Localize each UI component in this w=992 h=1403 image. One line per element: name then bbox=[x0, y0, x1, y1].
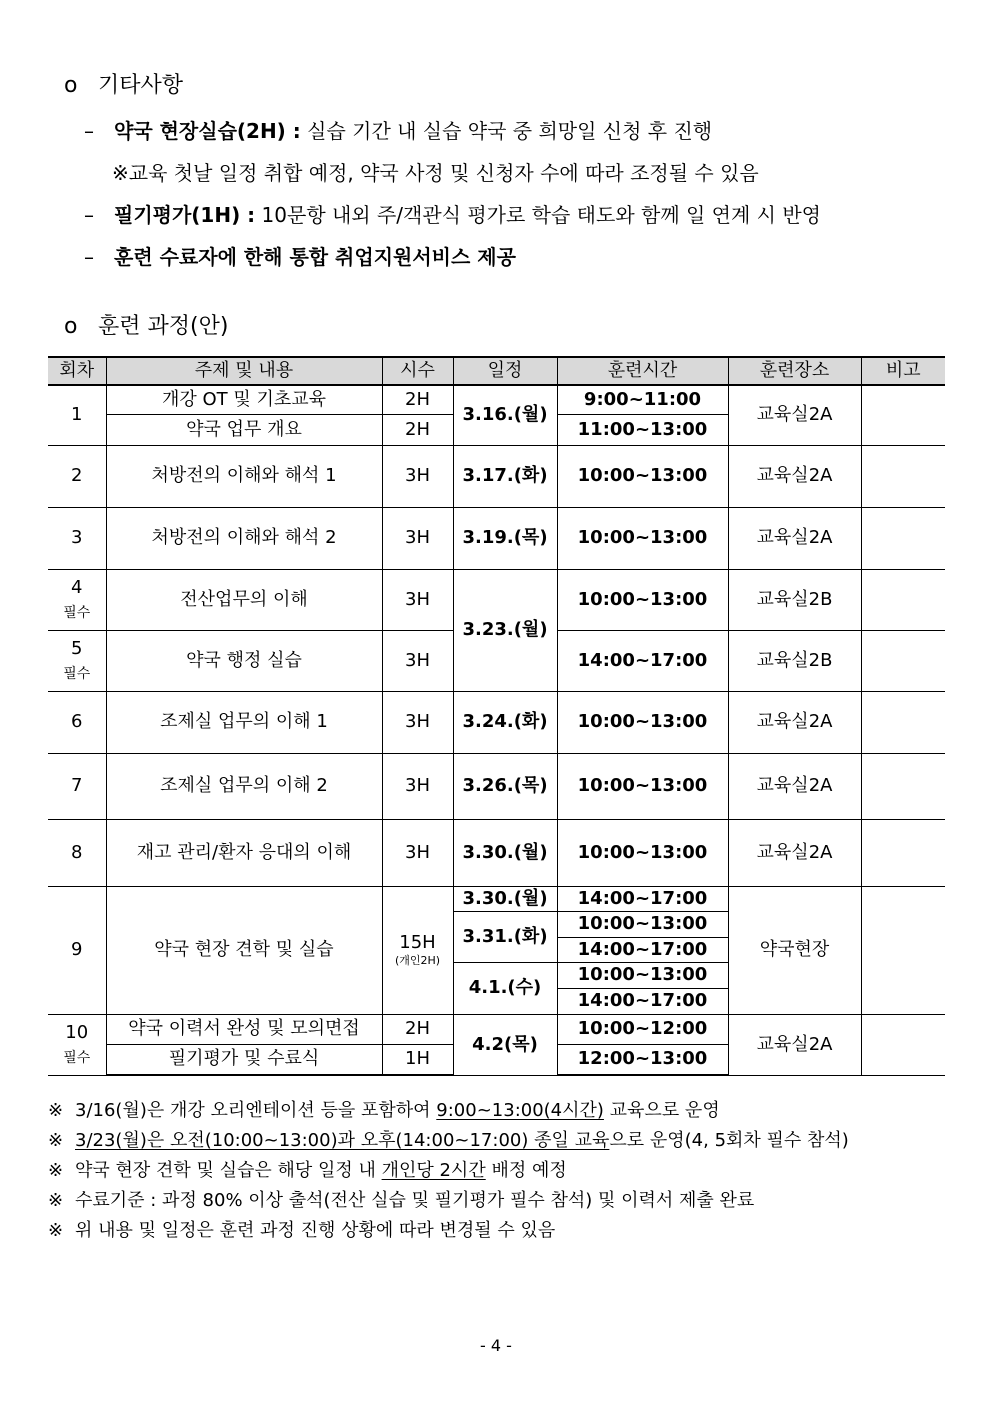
cell-time: 14:00~17:00 bbox=[557, 937, 728, 962]
cell-topic: 처방전의 이해와 해석 2 bbox=[106, 507, 382, 569]
note-text: 배정 예정 bbox=[485, 1160, 567, 1181]
section-heading-course bbox=[64, 309, 228, 340]
cell-time: 10:00~13:00 bbox=[557, 445, 728, 507]
table-row bbox=[48, 819, 945, 886]
cell-topic: 재고 관리/환자 응대의 이해 bbox=[106, 819, 382, 886]
cell-time: 14:00~17:00 bbox=[557, 988, 728, 1014]
cell-hours: 3H bbox=[382, 819, 453, 886]
cell-time: 14:00~17:00 bbox=[557, 630, 728, 691]
cell-round bbox=[48, 630, 106, 691]
cell-round bbox=[48, 569, 106, 630]
cell-note bbox=[861, 886, 945, 1014]
note-mark: ※ bbox=[48, 1160, 64, 1181]
cell-time: 10:00~13:00 bbox=[557, 819, 728, 886]
other-item-1-note bbox=[112, 157, 759, 186]
other-item-2 bbox=[84, 199, 821, 228]
cell-topic: 처방전의 이해와 해석 1 bbox=[106, 445, 382, 507]
cell-time: 10:00~13:00 bbox=[557, 691, 728, 753]
cell-time: 9:00~11:00 bbox=[557, 385, 728, 414]
note-text: 위 내용 및 일정은 훈련 과정 진행 상황에 따라 변경될 수 있음 bbox=[75, 1220, 556, 1241]
note-mark: ※ bbox=[48, 1220, 64, 1241]
cell-round: 9 bbox=[48, 886, 106, 1014]
note-5 bbox=[48, 1216, 555, 1242]
note-underlined: 9:00~13:00(4시간) bbox=[436, 1100, 604, 1121]
note-3 bbox=[48, 1156, 567, 1182]
note-text: 교육으로 운영 bbox=[603, 1100, 720, 1121]
other-item-1 bbox=[84, 115, 712, 144]
header-hours: 시수 bbox=[382, 357, 453, 385]
cell-hours: 2H bbox=[382, 414, 453, 445]
cell-round bbox=[48, 1014, 106, 1075]
cell-note bbox=[861, 1014, 945, 1075]
required-label: 필수 bbox=[63, 1049, 91, 1066]
section-title: 훈련 과정(안) bbox=[98, 314, 229, 339]
other-item-3 bbox=[84, 241, 516, 270]
item-note: ※교육 첫날 일정 취합 예정, 약국 사정 및 신청자 수에 따라 조정될 수 있음 bbox=[112, 161, 759, 185]
cell-date: 4.1.(수) bbox=[453, 962, 557, 1014]
cell-topic: 필기평가 및 수료식 bbox=[106, 1044, 382, 1075]
item-label: 필기평가(1H) : bbox=[114, 203, 256, 227]
cell-place: 약국현장 bbox=[728, 886, 861, 1014]
cell-time: 10:00~12:00 bbox=[557, 1014, 728, 1044]
cell-time: 12:00~13:00 bbox=[557, 1044, 728, 1075]
schedule-table bbox=[48, 356, 945, 1076]
page-number: - 4 - bbox=[480, 1336, 512, 1355]
cell-round: 3 bbox=[48, 507, 106, 569]
header-round: 회차 bbox=[48, 357, 106, 385]
cell-note bbox=[861, 630, 945, 691]
cell-round: 8 bbox=[48, 819, 106, 886]
dash-bullet: – bbox=[84, 203, 94, 227]
cell-hours: 1H bbox=[382, 1044, 453, 1075]
cell-place: 교육실2B bbox=[728, 569, 861, 630]
table-row bbox=[48, 507, 945, 569]
cell-hours: 2H bbox=[382, 385, 453, 414]
cell-hours: 3H bbox=[382, 507, 453, 569]
note-text: 약국 현장 견학 및 실습은 해당 일정 내 bbox=[75, 1160, 382, 1181]
cell-hours: 3H bbox=[382, 753, 453, 819]
cell-time: 10:00~13:00 bbox=[557, 962, 728, 988]
cell-hours: 3H bbox=[382, 445, 453, 507]
cell-hours bbox=[382, 886, 453, 1014]
bullet-circle: o bbox=[64, 314, 78, 339]
cell-hours: 3H bbox=[382, 630, 453, 691]
cell-place: 교육실2B bbox=[728, 630, 861, 691]
note-4 bbox=[48, 1186, 754, 1212]
cell-time: 10:00~13:00 bbox=[557, 911, 728, 937]
cell-note bbox=[861, 753, 945, 819]
cell-date: 3.17.(화) bbox=[453, 445, 557, 507]
note-mark: ※ bbox=[48, 1130, 64, 1151]
note-text: 수료기준 : 과정 80% 이상 출석(전산 실습 및 필기평가 필수 참석) 및 이력서 제출 완료 bbox=[75, 1190, 755, 1211]
cell-topic: 약국 행정 실습 bbox=[106, 630, 382, 691]
item-text: 10문항 내외 주/객관식 평가로 학습 태도와 함께 일 연계 시 반영 bbox=[255, 203, 821, 227]
note-mark: ※ bbox=[48, 1100, 64, 1121]
cell-hours: 2H bbox=[382, 1014, 453, 1044]
header-topic: 주제 및 내용 bbox=[106, 357, 382, 385]
cell-topic: 약국 업무 개요 bbox=[106, 414, 382, 445]
cell-round: 7 bbox=[48, 753, 106, 819]
cell-date: 4.2(목) bbox=[453, 1014, 557, 1075]
cell-round: 6 bbox=[48, 691, 106, 753]
note-underlined: 개인당 2시간 bbox=[381, 1160, 486, 1181]
cell-time: 10:00~13:00 bbox=[557, 569, 728, 630]
item-text: 실습 기간 내 실습 약국 중 희망일 신청 후 진행 bbox=[300, 119, 713, 143]
section-heading-other bbox=[64, 68, 183, 99]
round-number: 10 bbox=[65, 1021, 89, 1043]
round-number: 4 bbox=[71, 576, 83, 598]
cell-topic: 약국 현장 견학 및 실습 bbox=[106, 886, 382, 1014]
bullet-circle: o bbox=[64, 73, 78, 98]
section-title: 기타사항 bbox=[98, 73, 184, 98]
cell-note bbox=[861, 691, 945, 753]
cell-place: 교육실2A bbox=[728, 507, 861, 569]
table-row bbox=[48, 691, 945, 753]
round-number: 5 bbox=[71, 637, 83, 659]
cell-time: 10:00~13:00 bbox=[557, 507, 728, 569]
cell-topic: 조제실 업무의 이해 2 bbox=[106, 753, 382, 819]
item-label: 약국 현장실습(2H) : bbox=[114, 119, 301, 143]
cell-date: 3.16.(월) bbox=[453, 385, 557, 445]
cell-date: 3.31.(화) bbox=[453, 911, 557, 962]
table-row bbox=[48, 753, 945, 819]
cell-hours: 3H bbox=[382, 569, 453, 630]
cell-place: 교육실2A bbox=[728, 819, 861, 886]
cell-place: 교육실2A bbox=[728, 691, 861, 753]
header-note: 비고 bbox=[861, 357, 945, 385]
cell-topic: 전산업무의 이해 bbox=[106, 569, 382, 630]
table-row bbox=[48, 1014, 945, 1044]
cell-note bbox=[861, 819, 945, 886]
hours-value: 15H bbox=[399, 931, 436, 953]
cell-topic: 약국 이력서 완성 및 모의면접 bbox=[106, 1014, 382, 1044]
note-text: 으로 운영(4, 5회차 필수 참석) bbox=[609, 1130, 849, 1151]
cell-topic: 조제실 업무의 이해 1 bbox=[106, 691, 382, 753]
header-place: 훈련장소 bbox=[728, 357, 861, 385]
dash-bullet: – bbox=[84, 245, 94, 269]
table-row bbox=[48, 569, 945, 630]
cell-round: 2 bbox=[48, 445, 106, 507]
table-row bbox=[48, 445, 945, 507]
cell-date: 3.30.(월) bbox=[453, 886, 557, 911]
cell-place: 교육실2A bbox=[728, 1014, 861, 1075]
item-label: 훈련 수료자에 한해 통합 취업지원서비스 제공 bbox=[114, 245, 516, 269]
cell-round: 1 bbox=[48, 385, 106, 445]
required-label: 필수 bbox=[63, 665, 91, 682]
cell-topic: 개강 OT 및 기초교육 bbox=[106, 385, 382, 414]
cell-note bbox=[861, 569, 945, 630]
cell-date: 3.19.(목) bbox=[453, 507, 557, 569]
cell-date: 3.26.(목) bbox=[453, 753, 557, 819]
table-row bbox=[48, 385, 945, 414]
cell-time: 11:00~13:00 bbox=[557, 414, 728, 445]
header-date: 일정 bbox=[453, 357, 557, 385]
cell-date: 3.30.(월) bbox=[453, 819, 557, 886]
cell-note bbox=[861, 507, 945, 569]
cell-note bbox=[861, 385, 945, 445]
dash-bullet: – bbox=[84, 119, 94, 143]
table-header-row bbox=[48, 357, 945, 385]
note-2 bbox=[48, 1126, 849, 1152]
hours-sub: (개인2H) bbox=[394, 954, 441, 968]
cell-note bbox=[861, 445, 945, 507]
note-underlined: 3/23(월)은 오전(10:00~13:00)과 오후(14:00~17:00) 종일 교육 bbox=[75, 1130, 610, 1151]
note-1 bbox=[48, 1096, 720, 1122]
header-time: 훈련시간 bbox=[557, 357, 728, 385]
cell-date: 3.24.(화) bbox=[453, 691, 557, 753]
cell-time: 10:00~13:00 bbox=[557, 753, 728, 819]
cell-place: 교육실2A bbox=[728, 753, 861, 819]
cell-date: 3.23.(월) bbox=[453, 569, 557, 691]
required-label: 필수 bbox=[63, 604, 91, 621]
cell-place: 교육실2A bbox=[728, 385, 861, 445]
note-text: 3/16(월)은 개강 오리엔테이션 등을 포함하여 bbox=[75, 1100, 437, 1121]
note-mark: ※ bbox=[48, 1190, 64, 1211]
cell-time: 14:00~17:00 bbox=[557, 886, 728, 911]
cell-place: 교육실2A bbox=[728, 445, 861, 507]
table-row bbox=[48, 886, 945, 911]
cell-hours: 3H bbox=[382, 691, 453, 753]
